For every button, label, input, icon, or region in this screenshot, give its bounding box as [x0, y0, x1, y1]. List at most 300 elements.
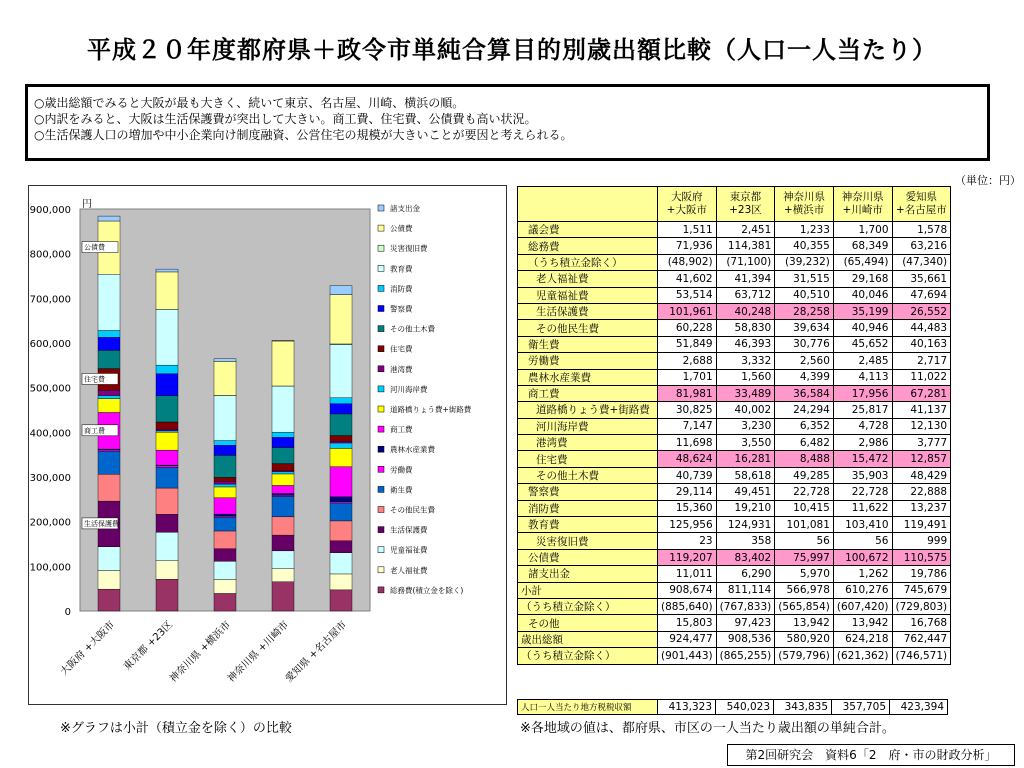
- table-cell: 83,402: [716, 549, 775, 565]
- bar-segment: [330, 553, 352, 574]
- legend-label: 公債費: [390, 224, 413, 234]
- table-cell: 40,355: [775, 238, 834, 254]
- column-header: [775, 187, 834, 222]
- bar-segment: [330, 443, 352, 448]
- table-cell: (865,255): [716, 648, 775, 664]
- note-line: ○生活保護人口の増加や中小企業向け制度融資、公営住宅の規模が大きいことが要因と考えられる。: [34, 128, 573, 142]
- tax-cell: 343,835: [774, 700, 832, 715]
- bar-segment: [330, 521, 352, 541]
- summary-notes: [25, 84, 990, 161]
- legend-label: 教育費: [390, 264, 413, 274]
- tax-cell: 423,394: [890, 700, 948, 715]
- legend-swatch: [378, 346, 384, 352]
- column-header-line: +名古屋市: [895, 204, 947, 216]
- table-row: [518, 369, 951, 385]
- document-badge: 第2回研究会 資料6「2 府・市の財政分析」: [727, 744, 1015, 766]
- expenditure-table: [517, 186, 951, 665]
- bar-segment: [156, 450, 178, 465]
- row-label: その他: [518, 615, 658, 631]
- table-cell: (767,833): [716, 598, 775, 614]
- y-axis-label: 円: [82, 199, 92, 210]
- table-corner: [518, 187, 658, 222]
- table-cell: 11,011: [658, 566, 717, 582]
- bar-segment: [98, 571, 120, 590]
- table-cell: (607,420): [833, 598, 892, 614]
- table-cell: 11,622: [833, 500, 892, 516]
- bar-segment: [156, 396, 178, 422]
- bar-segment: [272, 386, 294, 432]
- table-cell: 31,515: [775, 271, 834, 287]
- table-row: [518, 517, 951, 533]
- table-row: [518, 336, 951, 352]
- legend-label: 諸支出金: [390, 204, 420, 213]
- bar-segment: [272, 341, 294, 386]
- table-cell: 2,986: [833, 435, 892, 451]
- bar-segment: [214, 517, 236, 531]
- table-cell: 22,888: [892, 484, 951, 500]
- table-cell: 624,218: [833, 631, 892, 647]
- table-cell: 19,786: [892, 566, 951, 582]
- table-cell: 13,237: [892, 500, 951, 516]
- bar-segment: [156, 561, 178, 579]
- legend-swatch: [378, 326, 384, 332]
- bar-segment: [330, 436, 352, 442]
- bar-segment: [98, 474, 120, 501]
- bar-segment: [214, 487, 236, 498]
- bar-segment: [98, 390, 120, 395]
- bar-segment: [98, 396, 120, 399]
- bar-segment: [272, 535, 294, 551]
- table-cell: 44,483: [892, 320, 951, 336]
- legend-label: 農林水産業費: [390, 445, 435, 455]
- table-cell: 3,777: [892, 435, 951, 451]
- legend-label: 警察費: [390, 304, 413, 314]
- bar-segment: [330, 574, 352, 590]
- table-cell: 56: [833, 533, 892, 549]
- table-cell: 908,536: [716, 631, 775, 647]
- table-cell: 41,394: [716, 271, 775, 287]
- table-cell: 35,661: [892, 271, 951, 287]
- table-cell: 45,652: [833, 336, 892, 352]
- table-row: [518, 598, 951, 614]
- legend-swatch: [378, 306, 384, 312]
- table-cell: 25,817: [833, 402, 892, 418]
- table-cell: 63,216: [892, 238, 951, 254]
- column-header-line: 神奈川県: [783, 191, 826, 203]
- table-cell: 3,332: [716, 353, 775, 369]
- row-label: 教育費: [518, 517, 658, 533]
- tax-row-label: 人口一人当たり地方税税収額: [518, 700, 658, 715]
- table-row: [518, 533, 951, 549]
- table-cell: 60,228: [658, 320, 717, 336]
- table-cell: 29,168: [833, 271, 892, 287]
- row-label: 住宅費: [518, 451, 658, 467]
- bar-segment: [98, 331, 120, 338]
- table-cell: 125,956: [658, 517, 717, 533]
- column-header: [716, 187, 775, 222]
- table-cell: 33,489: [716, 385, 775, 401]
- bar-segment: [330, 590, 352, 611]
- y-tick-label: 100,000: [29, 562, 71, 574]
- bar-segment: [214, 579, 236, 593]
- legend-label: 労働費: [390, 465, 413, 475]
- bar-segment: [272, 582, 294, 611]
- legend-swatch: [378, 386, 384, 392]
- table-cell: (901,443): [658, 648, 717, 664]
- legend-swatch: [378, 466, 384, 472]
- bar-segment: [214, 593, 236, 611]
- table-cell: 49,451: [716, 484, 775, 500]
- table-cell: 35,199: [833, 303, 892, 319]
- table-row: [518, 566, 951, 582]
- bar-segment: [214, 481, 236, 484]
- row-label: 衛生費: [518, 336, 658, 352]
- bar-segment: [214, 561, 236, 579]
- chart-footnote: ※グラフは小計（積立金を除く）の比較: [60, 721, 292, 736]
- bar-segment: [272, 340, 294, 341]
- table-cell: 3,230: [716, 418, 775, 434]
- bar-segment: [330, 497, 352, 502]
- table-cell: 101,961: [658, 303, 717, 319]
- table-cell: 75,997: [775, 549, 834, 565]
- bar-segment: [214, 361, 236, 395]
- table-cell: 15,472: [833, 451, 892, 467]
- table-cell: 610,276: [833, 582, 892, 598]
- bar-segment: [272, 474, 294, 486]
- bar-segment: [330, 286, 352, 295]
- table-cell: 41,602: [658, 271, 717, 287]
- table-cell: 35,903: [833, 467, 892, 483]
- table-cell: (746,571): [892, 648, 951, 664]
- legend-label: 道路橋りょう費+街路費: [390, 405, 472, 414]
- legend-label: 住宅費: [390, 344, 413, 354]
- legend-label: 生活保護費: [390, 525, 428, 535]
- legend-swatch: [378, 507, 384, 513]
- row-label: 港湾費: [518, 435, 658, 451]
- y-tick-label: 300,000: [29, 473, 71, 484]
- table-cell: 40,510: [775, 287, 834, 303]
- table-cell: 40,739: [658, 467, 717, 483]
- row-label: 農林水産業費: [518, 369, 658, 385]
- column-header-line: 神奈川県: [841, 191, 884, 203]
- bar-segment: [272, 448, 294, 464]
- bar-segment: [156, 374, 178, 396]
- table-row: [518, 631, 951, 647]
- bar-segment: [156, 514, 178, 532]
- table-cell: (621,362): [833, 648, 892, 664]
- table-cell: 13,942: [833, 615, 892, 631]
- bar-segment: [214, 395, 236, 440]
- table-cell: 1,262: [833, 566, 892, 582]
- legend-swatch: [378, 205, 384, 211]
- table-cell: (48,902): [658, 254, 717, 270]
- table-cell: 4,113: [833, 369, 892, 385]
- table-row: [518, 271, 951, 287]
- column-header-line: 東京都: [729, 191, 762, 203]
- table-row: [518, 648, 951, 664]
- table-row: [518, 549, 951, 565]
- table-cell: 48,624: [658, 451, 717, 467]
- y-tick-label: 900,000: [29, 205, 71, 216]
- bar-segment: [156, 429, 178, 431]
- chart-svg: [29, 186, 506, 704]
- bar-segment: [330, 404, 352, 414]
- row-label: 河川海岸費: [518, 418, 658, 434]
- row-label: （うち積立金除く）: [518, 648, 658, 664]
- legend-label: 港湾費: [390, 364, 413, 374]
- row-label: 小計: [518, 582, 658, 598]
- bar-segment: [330, 414, 352, 436]
- bar-segment: [272, 485, 294, 493]
- x-tick-label: 東京都 +23区: [121, 619, 176, 673]
- bar-segment: [272, 517, 294, 535]
- table-cell: 71,936: [658, 238, 717, 254]
- table-row: [518, 353, 951, 369]
- table-cell: 103,410: [833, 517, 892, 533]
- table-cell: 36,584: [775, 385, 834, 401]
- bar-segment: [272, 472, 294, 474]
- column-header: [892, 187, 951, 222]
- legend-swatch: [378, 446, 384, 452]
- bar-segment: [330, 441, 352, 443]
- bar-segment: [330, 344, 352, 397]
- table-cell: 7,147: [658, 418, 717, 434]
- bar-segment: [214, 514, 236, 516]
- table-cell: 2,451: [716, 222, 775, 238]
- bar-segment: [156, 269, 178, 272]
- annotation-label: 商工費: [84, 426, 105, 435]
- table-cell: 12,857: [892, 451, 951, 467]
- table-row: [518, 582, 951, 598]
- column-header-line: 大阪府: [671, 191, 703, 203]
- bar-segment: [156, 488, 178, 514]
- table-cell: 22,728: [775, 484, 834, 500]
- row-label: 災害復旧費: [518, 533, 658, 549]
- table-cell: 40,046: [833, 287, 892, 303]
- bar-segment: [214, 549, 236, 562]
- bar-segment: [272, 496, 294, 516]
- table-cell: 30,776: [775, 336, 834, 352]
- table-cell: 26,552: [892, 303, 951, 319]
- table-cell: 1,578: [892, 222, 951, 238]
- table-cell: (65,494): [833, 254, 892, 270]
- x-tick-label: 大阪府 +大阪市: [58, 619, 118, 678]
- bar-segment: [98, 337, 120, 350]
- table-cell: 114,381: [716, 238, 775, 254]
- legend-swatch: [378, 486, 384, 492]
- table-footnote: ※各地域の値は、都府県、市区の一人当たり歳出額の単純合計。: [520, 721, 895, 736]
- bar-segment: [156, 466, 178, 467]
- table-cell: (885,640): [658, 598, 717, 614]
- unit-note: （単位：円）: [955, 174, 1021, 187]
- legend-swatch: [378, 527, 384, 533]
- table-cell: 81,981: [658, 385, 717, 401]
- row-label: 生活保護費: [518, 303, 658, 319]
- x-tick-label: 神奈川県 +横浜市: [167, 619, 234, 685]
- bar-segment: [156, 272, 178, 309]
- table-cell: 580,920: [775, 631, 834, 647]
- table-cell: 16,768: [892, 615, 951, 631]
- table-cell: 97,423: [716, 615, 775, 631]
- bar-segment: [214, 455, 236, 477]
- table-cell: 11,022: [892, 369, 951, 385]
- table-row: [518, 320, 951, 336]
- table-cell: 24,294: [775, 402, 834, 418]
- table-cell: 358: [716, 533, 775, 549]
- y-tick-label: 500,000: [29, 383, 71, 395]
- table-cell: 924,477: [658, 631, 717, 647]
- bar-segment: [272, 437, 294, 447]
- table-cell: 40,002: [716, 402, 775, 418]
- table-cell: 15,803: [658, 615, 717, 631]
- table-cell: 40,248: [716, 303, 775, 319]
- bar-segment: [330, 503, 352, 521]
- table-cell: (729,803): [892, 598, 951, 614]
- row-label: 警察費: [518, 484, 658, 500]
- table-cell: 110,575: [892, 549, 951, 565]
- table-cell: 17,956: [833, 385, 892, 401]
- table-cell: 15,360: [658, 500, 717, 516]
- bar-segment: [272, 432, 294, 437]
- table-cell: 5,970: [775, 566, 834, 582]
- table-cell: 22,728: [833, 484, 892, 500]
- table-cell: 48,429: [892, 467, 951, 483]
- bar-segment: [214, 441, 236, 446]
- bar-segment: [156, 422, 178, 429]
- table-cell: 6,352: [775, 418, 834, 434]
- bar-segment: [214, 531, 236, 549]
- tax-cell: 357,705: [832, 700, 890, 715]
- row-label: 労働費: [518, 353, 658, 369]
- bar-segment: [330, 448, 352, 466]
- table-row: [518, 467, 951, 483]
- legend-swatch: [378, 285, 384, 291]
- table-cell: 40,163: [892, 336, 951, 352]
- bar-segment: [156, 365, 178, 374]
- table-cell: 58,618: [716, 467, 775, 483]
- bar-segment: [214, 477, 236, 481]
- tax-cell: 540,023: [716, 700, 774, 715]
- bar-segment: [156, 532, 178, 560]
- legend-label: 河川海岸費: [390, 384, 428, 394]
- table-row: [518, 385, 951, 401]
- table-cell: 28,258: [775, 303, 834, 319]
- bar-segment: [330, 467, 352, 497]
- table-cell: 53,514: [658, 287, 717, 303]
- table-cell: 41,137: [892, 402, 951, 418]
- legend-swatch: [378, 225, 384, 231]
- row-label: 道路橋りょう費+街路費: [518, 402, 658, 418]
- table-cell: 13,942: [775, 615, 834, 631]
- annotation-label: 生活保護費: [84, 519, 119, 528]
- legend-swatch: [378, 426, 384, 432]
- legend-label: その他民生費: [390, 505, 435, 515]
- table-cell: 19,210: [716, 500, 775, 516]
- table-row: [518, 254, 951, 270]
- bar-segment: [214, 498, 236, 514]
- y-tick-label: 700,000: [29, 294, 71, 306]
- table-cell: 1,233: [775, 222, 834, 238]
- legend-label: 消防費: [390, 284, 413, 294]
- bar-segment: [330, 398, 352, 404]
- table-cell: (565,854): [775, 598, 834, 614]
- y-tick-label: 600,000: [29, 339, 71, 350]
- column-header-line: +大阪市: [666, 204, 707, 216]
- bar-segment: [272, 470, 294, 471]
- table-cell: 119,491: [892, 517, 951, 533]
- legend-label: 災害復旧費: [390, 244, 428, 254]
- table-row: [518, 484, 951, 500]
- table-row: [518, 287, 951, 303]
- table-cell: 2,717: [892, 353, 951, 369]
- bar-segment: [98, 274, 120, 330]
- note-line: ○内訳をみると、大阪は生活保護費が突出して大きい。商工費、住宅費、公債費も高い状況。: [34, 112, 537, 126]
- table-cell: 68,349: [833, 238, 892, 254]
- table-cell: 2,485: [833, 353, 892, 369]
- table-cell: 1,700: [833, 222, 892, 238]
- table-row: [518, 615, 951, 631]
- row-label: 諸支出金: [518, 566, 658, 582]
- annotation-label: 公債費: [84, 243, 105, 252]
- table-cell: 6,482: [775, 435, 834, 451]
- bar-segment: [156, 579, 178, 611]
- y-tick-label: 0: [64, 607, 71, 618]
- row-label: 歳出総額: [518, 631, 658, 647]
- bar-segment: [272, 464, 294, 471]
- table-cell: 6,290: [716, 566, 775, 582]
- bar-segment: [272, 551, 294, 569]
- table-cell: (47,340): [892, 254, 951, 270]
- legend-swatch: [378, 366, 384, 372]
- bar-segment: [98, 350, 120, 368]
- page-title: 平成２０年度都府県＋政令市単純合算目的別歳出額比較（人口一人当たり）: [87, 36, 937, 64]
- table-cell: 16,281: [716, 451, 775, 467]
- legend-label: その他土木費: [390, 324, 435, 334]
- bar-segment: [272, 493, 294, 495]
- table-cell: 566,978: [775, 582, 834, 598]
- table-cell: 30,825: [658, 402, 717, 418]
- table-row: [518, 303, 951, 319]
- table-cell: (579,796): [775, 648, 834, 664]
- table-cell: 1,560: [716, 369, 775, 385]
- y-tick-label: 400,000: [29, 428, 71, 440]
- y-tick-label: 200,000: [29, 517, 71, 529]
- bar-segment: [330, 541, 352, 553]
- table-row: [518, 418, 951, 434]
- table-cell: 1,511: [658, 222, 717, 238]
- table-cell: 10,415: [775, 500, 834, 516]
- table-cell: 23: [658, 533, 717, 549]
- table-cell: 100,672: [833, 549, 892, 565]
- x-tick-label: 愛知県 +名古屋市: [283, 619, 350, 685]
- table-cell: 4,728: [833, 418, 892, 434]
- table-cell: 4,399: [775, 369, 834, 385]
- table-cell: 124,931: [716, 517, 775, 533]
- table-cell: 39,634: [775, 320, 834, 336]
- row-label: その他民生費: [518, 320, 658, 336]
- table-row: [518, 222, 951, 238]
- bar-segment: [156, 309, 178, 365]
- table-cell: 2,688: [658, 353, 717, 369]
- row-label: その他土木費: [518, 467, 658, 483]
- table-cell: 811,114: [716, 582, 775, 598]
- legend-label: 児童福祉費: [390, 545, 428, 555]
- tax-cell: 413,323: [658, 700, 716, 715]
- row-label: 議会費: [518, 222, 658, 238]
- table-cell: 8,488: [775, 451, 834, 467]
- bar-segment: [330, 295, 352, 344]
- table-cell: 2,560: [775, 353, 834, 369]
